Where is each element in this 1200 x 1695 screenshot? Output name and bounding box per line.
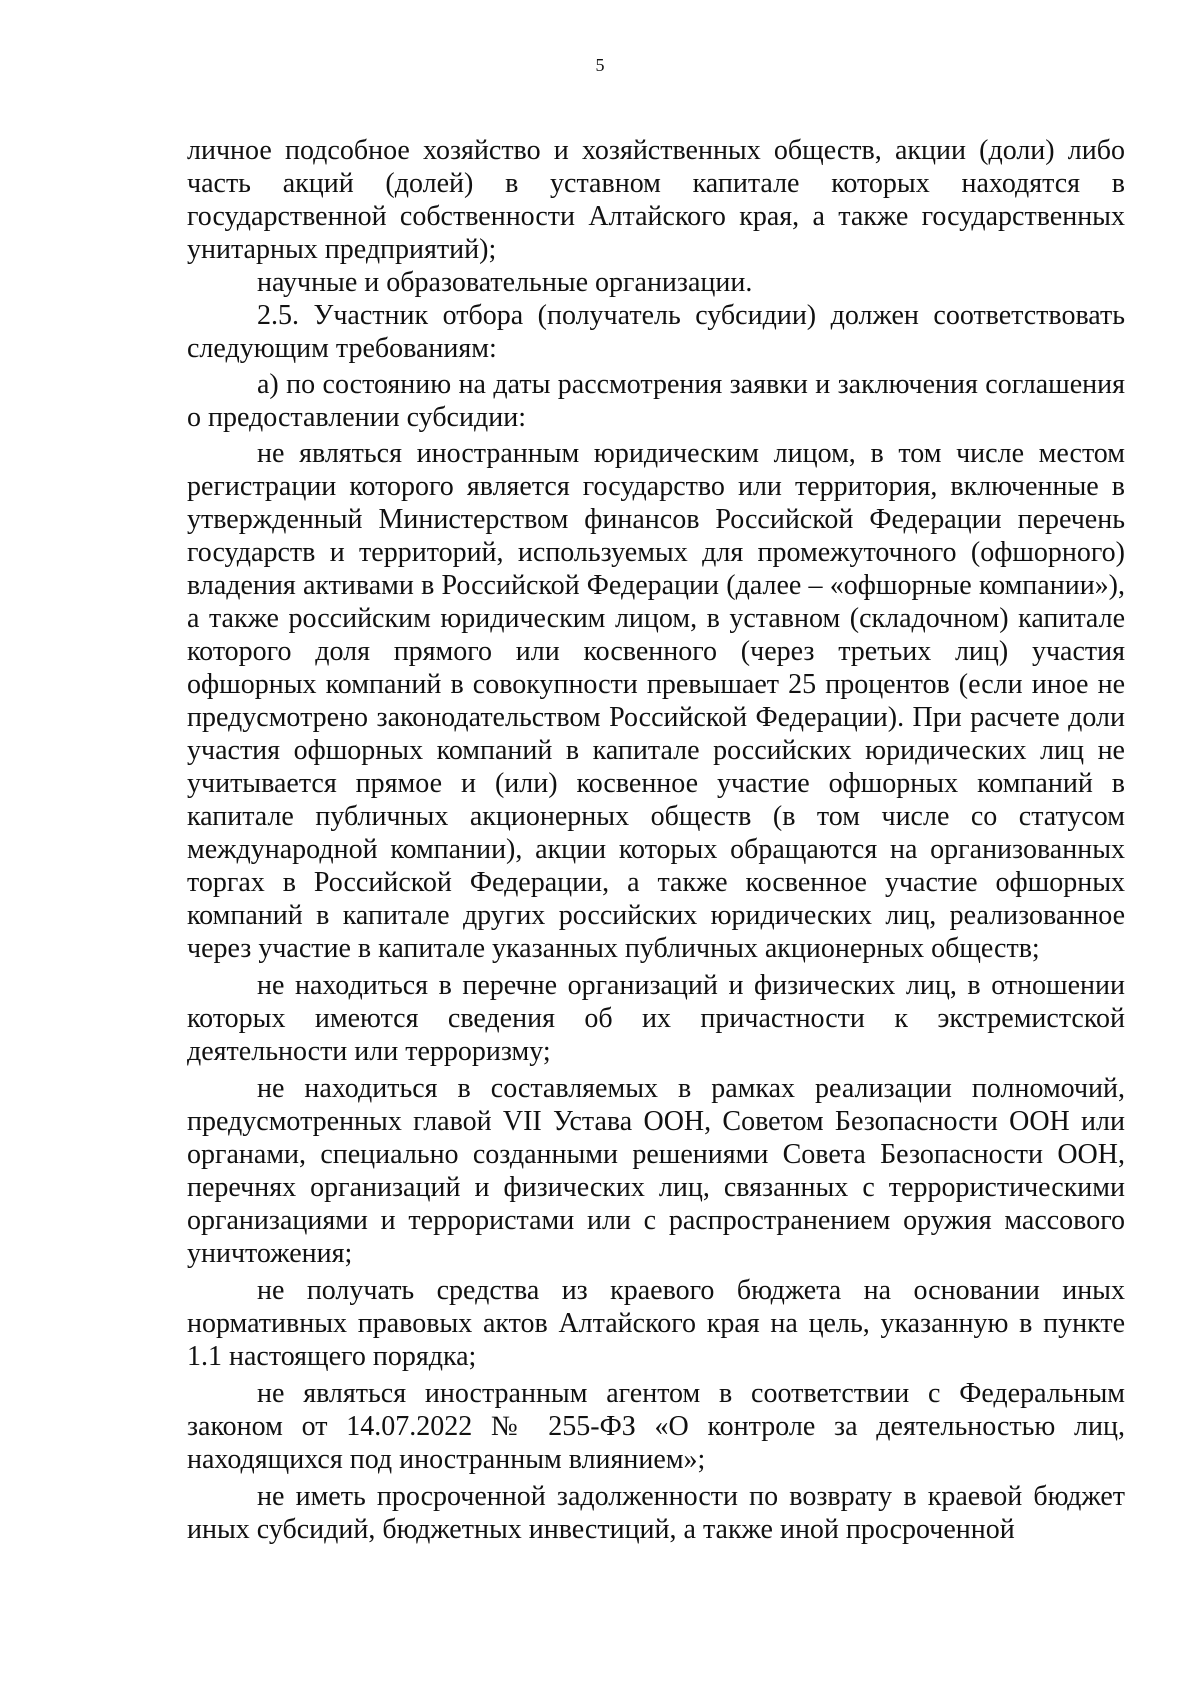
document-body xyxy=(187,134,1125,1546)
paragraph-scientific-organizations: научные и образовательные организации. xyxy=(257,267,753,298)
paragraph-regional-budget-funds: не получать средства из краевого бюджета на основании иных нормативных правовых актов Алтайского края на цель, указанную в пункте 1.1 настоящего порядка; xyxy=(187,1275,1125,1372)
paragraph-section-2-5: 2.5. Участник отбора (получатель субсидии) должен соответствовать следующим требованиям: xyxy=(187,300,1125,364)
paragraph-continuation: личное подсобное хозяйство и хозяйственных обществ, акции (доли) либо часть акций (долей) в уставном капитале которых находятся в государственной собственности Алтайского края, а также государственных унитарных предприятий); xyxy=(187,135,1125,265)
paragraph-foreign-entity: не являться иностранным юридическим лицом, в том числе местом регистрации которого является государство или территория, включенные в утвержденный Министерством финансов Российской Федерации перечень государств и территорий, используемых для промежуточного (офшорного) владения активами в Российской Федерации (далее – «офшорные компании»), а также российским юридическим лицом, в уставном (складочном) капитале которого доля прямого или косвенного (через третьих лиц) участия офшорных компаний в совокупности превышает 25 процентов (если иное не предусмотрено законодательством Российской Федерации). При расчете доли участия офшорных компаний в капитале российских юридических лиц не учитывается прямое и (или) косвенное участие офшорных компаний в капитале публичных акционерных обществ (в том числе со статусом международной компании), акции которых обращаются на организованных торгах в Российской Федерации, а также косвенное участие офшорных компаний в капитале других российских юридических лиц, реализованное через участие в капитале указанных публичных акционерных обществ; xyxy=(187,438,1125,964)
paragraph-un-sanctions-list: не находиться в составляемых в рамках реализации полномочий, предусмотренных главой VII Устава ООН, Советом Безопасности ООН или органами, специально созданными решениями Совета Безопасности ООН, перечнях организаций и физических лиц, связанных с террористическими организациями и террористами или с распространением оружия массового уничтожения; xyxy=(187,1073,1125,1269)
paragraph-overdue-debt: не иметь просроченной задолженности по возврату в краевой бюджет иных субсидий, бюджетных инвестиций, а также иной просроченной xyxy=(187,1481,1125,1545)
paragraph-foreign-agent: не являться иностранным агентом в соответствии с Федеральным законом от 14.07.2022 № 255-ФЗ «О контроле за деятельностью лиц, находящихся под иностранным влиянием»; xyxy=(187,1378,1125,1475)
page-number: 5 xyxy=(595,55,605,75)
paragraph-extremism-list: не находиться в перечне организаций и физических лиц, в отношении которых имеются сведения об их причастности к экстремистской деятельности или терроризму; xyxy=(187,970,1125,1067)
paragraph-item-a: а) по состоянию на даты рассмотрения заявки и заключения соглашения о предоставлении субсидии: xyxy=(187,369,1125,433)
